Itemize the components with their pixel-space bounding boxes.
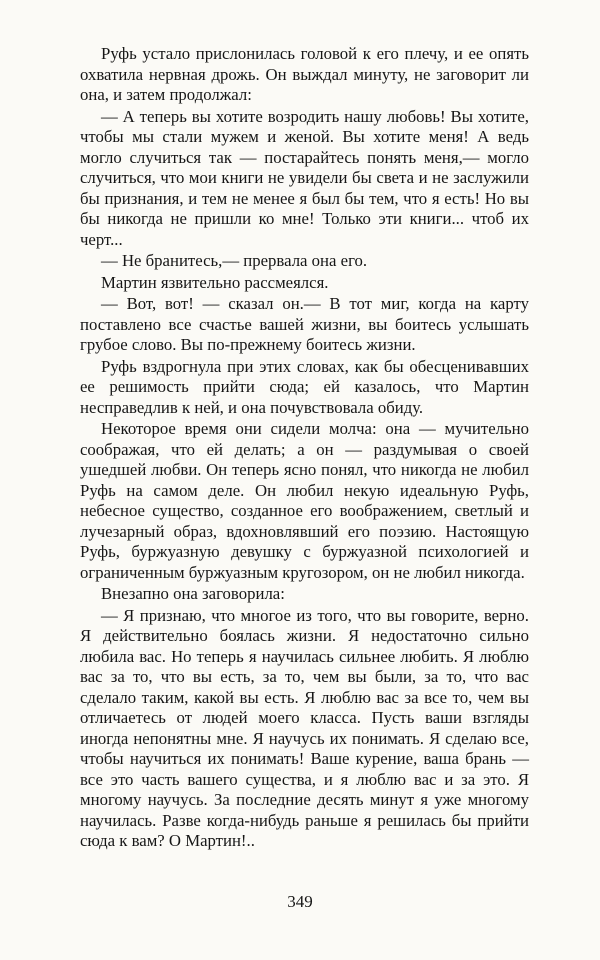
paragraph: Мартин язвительно рассмеялся. — [101, 272, 329, 292]
paragraph: Внезапно она заговорила: — [101, 584, 285, 603]
paragraph: — А теперь вы хотите возродить нашу любовь! Вы хотите, чтобы мы стали мужем и женой. Вы хотите меня! А ведь могло случиться так — постарайтесь понять меня,— могло случиться, что мои книги не увидели бы света и не заслужили бы признания, и тем не менее я был бы тем, что я есть! Но вы бы никогда не пришли ко мне! Только эти книги... чтоб их черт... — [80, 106, 529, 249]
paragraph: Руфь устало прислонилась головой к его плечу, и ее опять охватила нервная дрожь. Он выждал минуту, не заговорит ли она, и затем продолжал: — [80, 44, 529, 104]
paragraph: — Не бранитесь,— прервала она его. — [101, 251, 368, 270]
paragraph: — Вот, вот! — сказал он.— В тот миг, когда на карту поставлено все счастье вашей жизни, вы боитесь услышать грубое слово. Вы по-прежнему боитесь жизни. — [80, 294, 529, 354]
paragraph: Руфь вздрогнула при этих словах, как бы обесценивавших ее решимость прийти сюда; ей казалось, что Мартин несправедлив к ней, и она почувствовала обиду. — [80, 356, 529, 417]
page-number: 349 — [287, 892, 313, 911]
paragraph: — Я признаю, что многое из того, что вы говорите, верно. Я действительно боялась жизни. Я недостаточно сильно любила вас. Но теперь я научилась сильнее любить. Я люблю вас за то, что вы есть, за то, чем вы были, за то, что вас сделало таким, какой вы есть. Я люблю вас за все то, чем вы отличаетесь от людей моего класса. Пусть ваши взгляды иногда непонятны мне. Я научусь их понимать. Я сделаю все, чтобы научиться их понимать! Ваше курение, ваша брань — все это часть вашего существа, и я люблю вас и за это. Я многому научусь. За последние десять минут я уже многому научилась. Разве когда-нибудь раньше я решилась бы прийти сюда к вам? О Мартин!.. — [80, 605, 529, 850]
body-text — [80, 44, 529, 853]
paragraph: Некоторое время они сидели молча: она — мучительно соображая, что ей делать; а он — раздумывая о своей ушедшей любви. Он теперь ясно понял, что никогда не любил Руфь на самом деле. Он любил некую идеальную Руфь, небесное существо, созданное его воображением, светлый и лучезарный образ, вдохновлявший его поэзию. Настоящую Руфь, буржуазную девушку с буржуазной психологией и ограниченным буржуазным кругозором, он не любил никогда. — [80, 419, 529, 582]
